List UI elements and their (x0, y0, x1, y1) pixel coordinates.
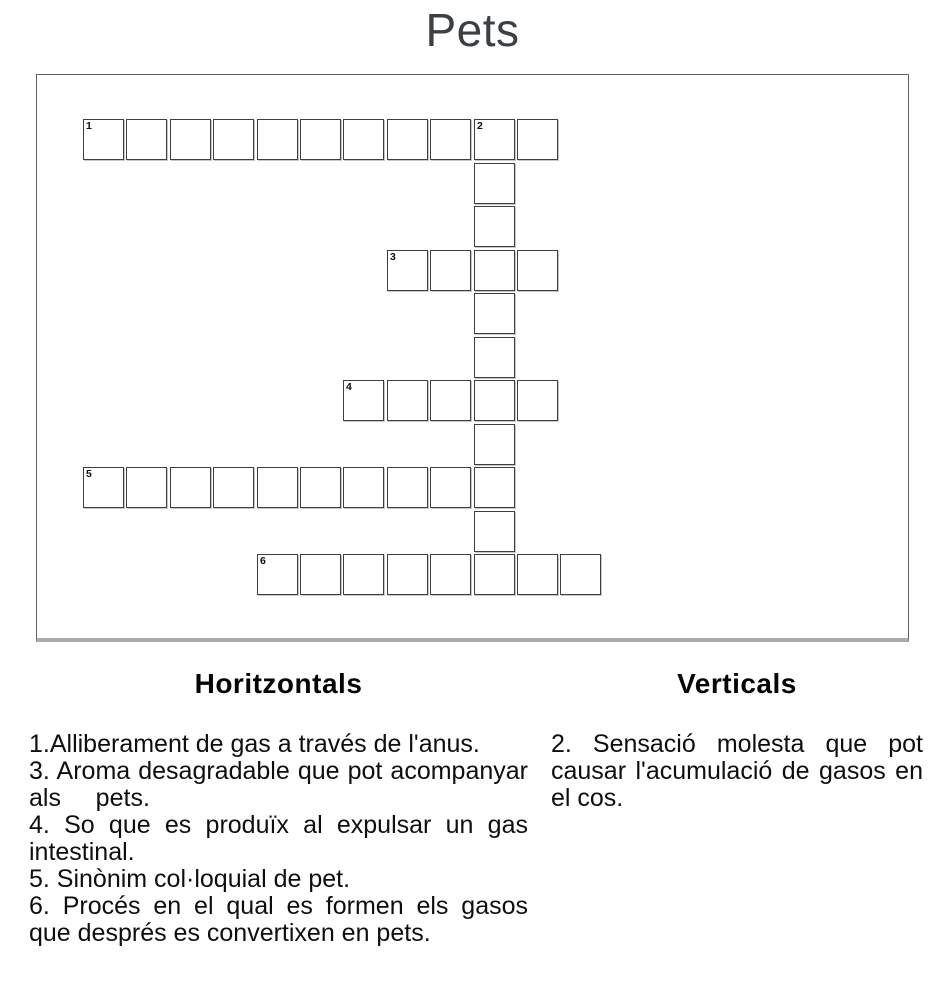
crossword-cell[interactable] (474, 337, 515, 378)
clue-line: intestinal. (29, 838, 135, 866)
crossword-cell[interactable] (387, 250, 428, 291)
clue-number: 3 (390, 251, 396, 263)
clue-item (29, 866, 528, 893)
horizontal-clues-heading: Horitzontals (194, 668, 363, 699)
crossword-cell[interactable] (300, 554, 341, 595)
clue-line: als pets. (29, 784, 150, 812)
clue-item (29, 812, 528, 866)
crossword-cell[interactable] (430, 554, 471, 595)
clue-number: 4 (346, 381, 352, 393)
crossword-cell[interactable] (387, 119, 428, 160)
clue-line: el cos. (551, 784, 624, 812)
crossword-cell[interactable] (300, 467, 341, 508)
crossword-cell[interactable] (126, 467, 167, 508)
crossword-cell[interactable] (170, 119, 211, 160)
clue-line: 1.Alliberament de gas a través de l'anus. (29, 730, 480, 758)
crossword-cell[interactable] (387, 554, 428, 595)
crossword-cell[interactable] (387, 467, 428, 508)
crossword-cell[interactable] (560, 554, 601, 595)
crossword-cell[interactable] (430, 380, 471, 421)
clue-number: 2 (477, 120, 483, 132)
crossword-cell[interactable] (257, 119, 298, 160)
crossword-cell[interactable] (300, 119, 341, 160)
clue-line: 2. Sensació molesta que pot (551, 730, 923, 758)
crossword-cell[interactable] (474, 424, 515, 465)
crossword-cell[interactable] (430, 467, 471, 508)
crossword-cell[interactable] (343, 119, 384, 160)
clue-item (29, 893, 528, 947)
crossword-cell[interactable] (517, 119, 558, 160)
crossword-cell[interactable] (517, 250, 558, 291)
clue-number: 5 (86, 468, 92, 480)
crossword-cell[interactable] (474, 206, 515, 247)
clue-number: 1 (86, 120, 92, 132)
crossword-cell[interactable] (474, 511, 515, 552)
clue-line: 6. Procés en el qual es formen els gasos (29, 892, 528, 920)
crossword-cell[interactable] (430, 119, 471, 160)
crossword-cell[interactable] (517, 380, 558, 421)
crossword-cell[interactable] (126, 119, 167, 160)
crossword-cell[interactable] (474, 467, 515, 508)
crossword-cell[interactable] (474, 554, 515, 595)
clue-number: 6 (260, 555, 266, 567)
crossword-cell[interactable] (213, 467, 254, 508)
crossword-cell[interactable] (213, 119, 254, 160)
clue-line: causar l'acumulació de gasos en (551, 757, 923, 785)
crossword-board (36, 74, 909, 642)
clue-line: 4. So que es produïx al expulsar un gas (29, 811, 528, 839)
crossword-cell[interactable] (257, 467, 298, 508)
clue-item (29, 731, 528, 758)
crossword-cell[interactable] (430, 250, 471, 291)
clue-line: que després es convertixen en pets. (29, 919, 431, 947)
page-title: Pets (425, 4, 520, 56)
crossword-cell[interactable] (387, 380, 428, 421)
crossword-cell[interactable] (517, 554, 558, 595)
crossword-cell[interactable] (343, 467, 384, 508)
clue-line: 5. Sinònim col·loquial de pet. (29, 865, 351, 893)
clue-item (29, 758, 528, 812)
crossword-cell[interactable] (257, 554, 298, 595)
crossword-cell[interactable] (170, 467, 211, 508)
crossword-cell[interactable] (343, 380, 384, 421)
crossword-cell[interactable] (474, 163, 515, 204)
vertical-clues-list (551, 731, 923, 812)
crossword-cell[interactable] (474, 250, 515, 291)
crossword-cell[interactable] (474, 293, 515, 334)
clue-line: 3. Aroma desagradable que pot acompanyar (29, 757, 528, 785)
crossword-cell[interactable] (474, 119, 515, 160)
crossword-cell[interactable] (474, 380, 515, 421)
horizontal-clues-list (29, 731, 528, 947)
vertical-clues-heading: Verticals (677, 668, 797, 699)
crossword-cell[interactable] (343, 554, 384, 595)
crossword-cell[interactable] (83, 119, 124, 160)
crossword-cell[interactable] (83, 467, 124, 508)
clue-item (551, 731, 923, 812)
